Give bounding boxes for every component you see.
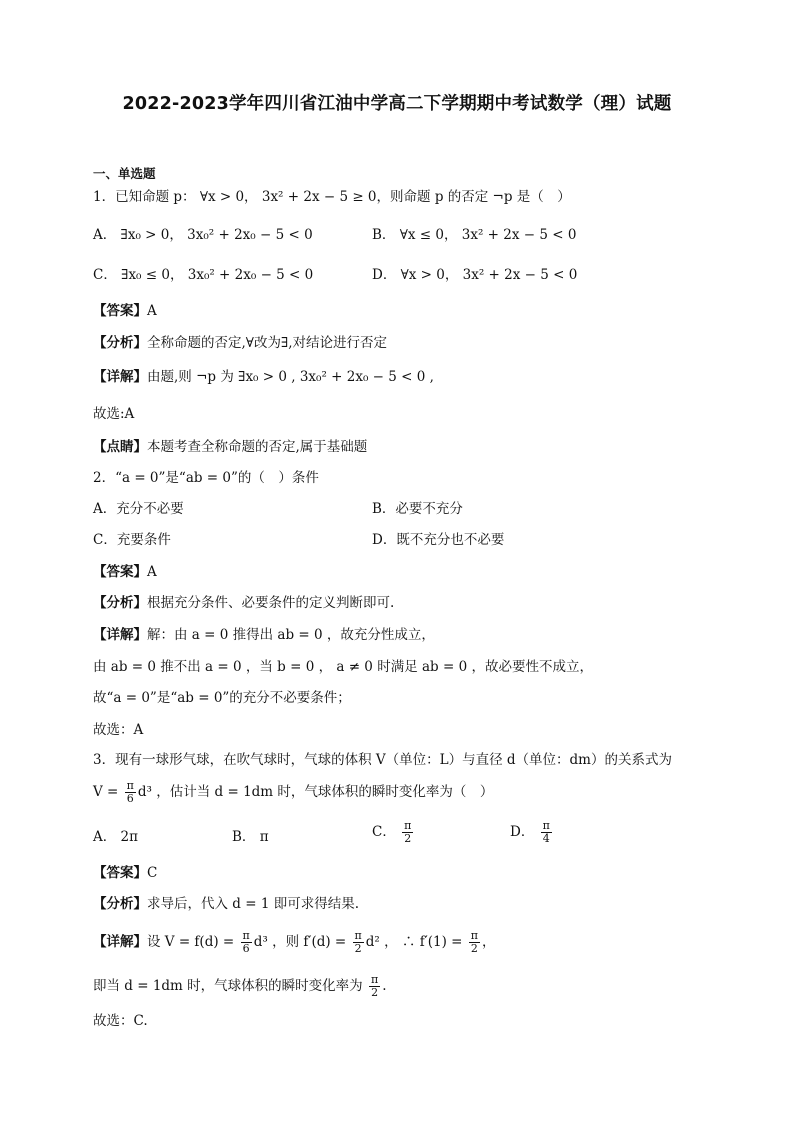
comment-tag: 【点睛】 [93,439,147,455]
q3-analysis [93,895,359,913]
fraction-numerator: π [542,819,550,832]
detail-part-1: 设 V = f(d) = [147,934,235,950]
q1-option-d: D． ∀x > 0， 3x² + 2x − 5 < 0 [372,267,578,283]
fraction-numerator: π [242,929,250,942]
fraction-numerator: π [126,779,134,792]
q2-detail-line-3: 故“a = 0”是“ab = 0”的充分不必要条件； [93,690,351,706]
fraction-pi-over-2 [353,930,364,955]
detail-part-4: ， [482,934,496,950]
q3-detail [93,930,496,955]
q1-choose: 故选:A [93,406,135,422]
q3-stem-line-2 [93,780,493,805]
q3-option-b: B． π [232,829,269,845]
comment-text: 本题考查全称命题的否定,属于基础题 [147,439,368,455]
detail-tag: 【详解】 [93,369,147,385]
fraction-denominator: 2 [354,942,362,955]
q2-detail-line-2: 由 ab = 0 推不出 a = 0 ，当 b = 0 ， a ≠ 0 时满足 ab = 0 ，故必要性不成立， [93,659,593,675]
analysis-text: 求导后，代入 d = 1 即可求得结果. [147,896,359,912]
q2-detail [93,626,435,644]
fraction-pi-over-2 [369,974,380,999]
fraction-pi-over-6 [241,930,252,955]
fraction-numerator: π [354,929,362,942]
fraction-numerator: π [404,819,412,832]
detail-tag: 【详解】 [93,934,147,950]
fraction-denominator: 4 [542,832,550,845]
answer-tag: 【答案】 [93,303,147,319]
q3-option-d [510,820,554,845]
q3-choose: 故选：C. [93,1013,148,1029]
answer-tag: 【答案】 [93,564,147,580]
q3-stem-suffix: d³ ，估计当 d = 1dm 时，气球体积的瞬时变化率为（ ） [137,784,494,800]
q1-analysis [93,334,387,352]
fraction-numerator: π [370,973,379,986]
analysis-tag: 【分析】 [93,896,147,912]
q2-stem: 2．“a = 0”是“ab = 0”的（ ）条件 [93,470,319,486]
fraction-pi-over-2 [469,930,480,955]
q3-stem-prefix: V = [93,784,119,800]
fraction-numerator: π [470,929,479,942]
q1-answer [93,302,157,320]
q1-option-a: A． ∃x₀ > 0， 3x₀² + 2x₀ − 5 < 0 [93,227,313,243]
option-label: D． [510,824,535,840]
fraction-denominator: 6 [126,792,134,805]
detail-tag: 【详解】 [93,627,147,643]
q3-stem: 3．现有一球形气球，在吹气球时，气球的体积 V（单位：L）与直径 d（单位：dm）的关系式为 [93,752,672,768]
detail-part-2: d³ ，则 f′(d) = [253,934,347,950]
q3-option-c [372,820,415,845]
fraction-denominator: 2 [470,942,478,955]
fraction-pi-over-6 [125,780,136,805]
section-heading: 一、单选题 [93,166,156,181]
q1-stem: 1．已知命题 p： ∀x > 0， 3x² + 2x − 5 ≥ 0，则命题 p 的否定 ¬p 是（ ） [93,189,571,205]
q3-detail-line-2 [93,974,386,999]
fraction-denominator: 2 [404,832,412,845]
fraction-denominator: 6 [242,942,250,955]
analysis-text: 根据充分条件、必要条件的定义判断即可. [147,595,395,611]
detail-line-2-end: . [382,978,387,994]
fraction-denominator: 2 [371,986,379,999]
detail-part-3: d² ， ∴ f′(1) = [365,934,463,950]
q1-comment [93,438,367,456]
q3-option-a: A． 2π [93,829,139,845]
q3-answer [93,864,157,882]
answer-value: A [147,303,157,319]
analysis-tag: 【分析】 [93,595,147,611]
q2-answer [93,563,157,581]
q2-option-d: D．既不充分也不必要 [372,532,505,548]
q1-option-b: B． ∀x ≤ 0， 3x² + 2x − 5 < 0 [372,227,577,243]
q2-option-a: A．充分不必要 [93,501,184,517]
detail-text: 由题,则 ¬p 为 ∃x₀ > 0 , 3x₀² + 2x₀ − 5 < 0 , [147,369,434,385]
answer-value: C [147,865,158,881]
detail-line-2-text: 即当 d = 1dm 时，气球体积的瞬时变化率为 [93,978,363,994]
fraction-pi-over-4 [541,820,552,845]
q2-option-c: C．充要条件 [93,532,171,548]
page-title: 2022-2023学年四川省江油中学高二下学期期中考试数学（理）试题 [122,94,672,114]
q2-option-b: B．必要不充分 [372,501,463,517]
q2-analysis [93,594,394,612]
q1-option-c: C． ∃x₀ ≤ 0， 3x₀² + 2x₀ − 5 < 0 [93,267,314,283]
analysis-tag: 【分析】 [93,335,147,351]
answer-value: A [147,564,157,580]
fraction-pi-over-2 [402,820,413,845]
analysis-text: 全称命题的否定,∀改为∃,对结论进行否定 [147,335,388,351]
q1-detail [93,368,434,386]
answer-tag: 【答案】 [93,865,147,881]
detail-text: 解：由 a = 0 推得出 ab = 0 ，故充分性成立， [147,627,435,643]
q2-choose: 故选：A [93,722,144,738]
option-label: C． [372,824,396,840]
